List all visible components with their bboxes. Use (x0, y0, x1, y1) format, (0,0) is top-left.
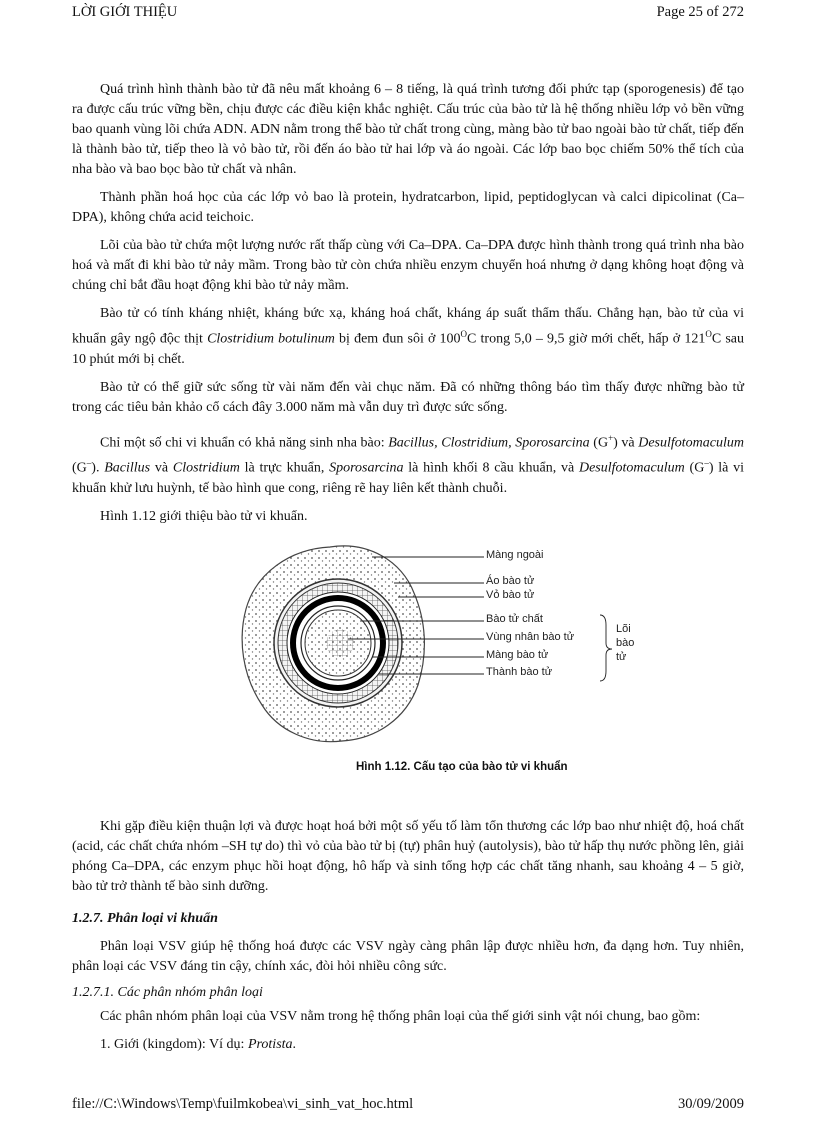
paragraph: Thành phần hoá học của các lớp vỏ bao là protein, hydratcarbon, lipid, peptidoglycan và calci dipicolinat (Ca–DPA), không chứa acid teichoic. (72, 190, 744, 225)
spore-figure (72, 535, 744, 807)
label-spore-coat: Áo bào tử (486, 574, 535, 587)
label-core-3: tử (616, 650, 627, 663)
paragraph: Bào tử có tính kháng nhiệt, kháng bức xạ, kháng hoá chất, kháng áp suất thẩm thấu. Chẳng hạn, bào tử của vi khuẩn gây ngộ độc thịt Clostridium botulinum bị đem đun sôi ở $100^OC$ trong 5,0 – 9,5 giờ mới chết, hấp ở $121^OC$ sau 10 phút mới bị chết. (72, 306, 745, 367)
paragraph: 1. Giới (kingdom): Ví dụ: Protista. (100, 1036, 297, 1052)
label-spore-membrane: Màng bào tử (486, 648, 549, 661)
section-heading: 1.2.7. Phân loại vi khuẩn (72, 910, 218, 926)
paragraph: Hình 1.12 giới thiệu bào tử vi khuẩn. (100, 508, 308, 524)
label-spore-cytoplasm: Bào tử chất (486, 612, 543, 625)
page-counter: Page 25 of 272 (656, 4, 744, 20)
header-title: LỜI GIỚI THIỆU (72, 4, 178, 20)
paragraph: Phân loại VSV giúp hệ thống hoá được các VSV ngày càng phân lập được nhiều hơn, đa dạng hơn. Tuy nhiên, phân loại các VSV đáng tin cậy, chính xác, đòi hỏi nhiều công sức. (72, 938, 744, 974)
paragraph: Quá trình hình thành bào tử đã nêu mất khoảng 6 – 8 tiếng, là quá trình tương đối phức tạp (sporogenesis) để tạo ra được cấu trúc vững bền, chịu được các điều kiện khắc nghiệt. Cấu trúc của bào tử là hệ thống nhiều lớp vỏ bền vững bao quanh vùng lõi chứa ADN. ADN nằm trong thể bào tử chất trong cùng, màng bào tử bao ngoài bào tử chất, tiếp đến là thành bào tử, tiếp theo là vỏ bào tử, rồi đến áo bào tử hai lớp và áo ngoài. Các lớp bao bọc chiếm 50% thể tích của nha bào và bao bọc bào tử chất và nhân. (72, 82, 744, 177)
subsection-heading: 1.2.7.1. Các phân nhóm phân loại (72, 984, 263, 1000)
paragraph: Bào tử có thể giữ sức sống từ vài năm đến vài chục năm. Đã có những thông báo tìm thấy được những bào tử trong các tiêu bản khảo cổ cách đây 3.000 năm mà vẫn duy trì được sức sống. (72, 379, 744, 415)
print-date: 30/09/2009 (677, 1096, 744, 1112)
page-body (72, 80, 744, 1063)
paragraph: Chỉ một số chi vi khuẩn có khả năng sinh nha bào: Bacillus, Clostridium, Sporosarcina (G+) và Desulfotomaculum (G–). Bacillus và Clostridium là trực khuẩn, Sporosarcina là hình khối 8 cầu khuẩn, và Desulfotomaculum (G–) là vi khuẩn khử lưu huỳnh, tế bào hình que cong, riêng rẽ hay liên kết thành chuỗi. (72, 432, 745, 496)
label-spore-shell: Vỏ bào tử (486, 588, 535, 601)
page-footer (72, 1096, 744, 1116)
page-header (72, 4, 744, 24)
paragraph: Các phân nhóm phân loại của VSV nằm trong hệ thống phân loại của thế giới sinh vật nói chung, bao gồm: (100, 1008, 701, 1024)
label-nuclear-zone: Vùng nhân bào tử (486, 630, 575, 643)
label-core-2: bào (616, 636, 635, 649)
label-outer-membrane: Màng ngoài (486, 548, 544, 561)
label-core-1: Lõi (616, 622, 631, 635)
paragraph: Lõi của bào tử chứa một lượng nước rất thấp cùng với Ca–DPA. Ca–DPA được hình thành trong quá trình nha bào hoá và mất đi khi bào tử nảy mầm. Trong bào tử còn chứa nhiều enzym chuyển hoá nhưng ở dạng không hoạt động và chúng chỉ bắt đầu hoạt động khi bào tử nảy mầm. (72, 238, 744, 293)
paragraph: Khi gặp điều kiện thuận lợi và được hoạt hoá bởi một số yếu tố làm tổn thương các lớp bao như nhiệt độ, hoá chất (acid, các chất chứa nhóm –SH tự do) thì vỏ của bào tử bị (tự) phân huỷ (autolysis), bào tử hấp thụ nước phồng lên, giải phóng Ca–DPA, các enzym phục hồi hoạt động, hô hấp và sinh tổng hợp các chất tăng nhanh, sau khoảng 4 – 5 giờ, bào tử trở thành tế bào sinh dưỡng. (72, 818, 744, 894)
file-path: file://C:\Windows\Temp\fuilmkobea\vi_sinh_vat_hoc.html (72, 1096, 414, 1112)
figure-caption: Hình 1.12. Cấu tạo của bào tử vi khuẩn (356, 760, 568, 773)
nucleoid (326, 629, 354, 657)
label-spore-wall: Thành bào tử (486, 665, 553, 678)
